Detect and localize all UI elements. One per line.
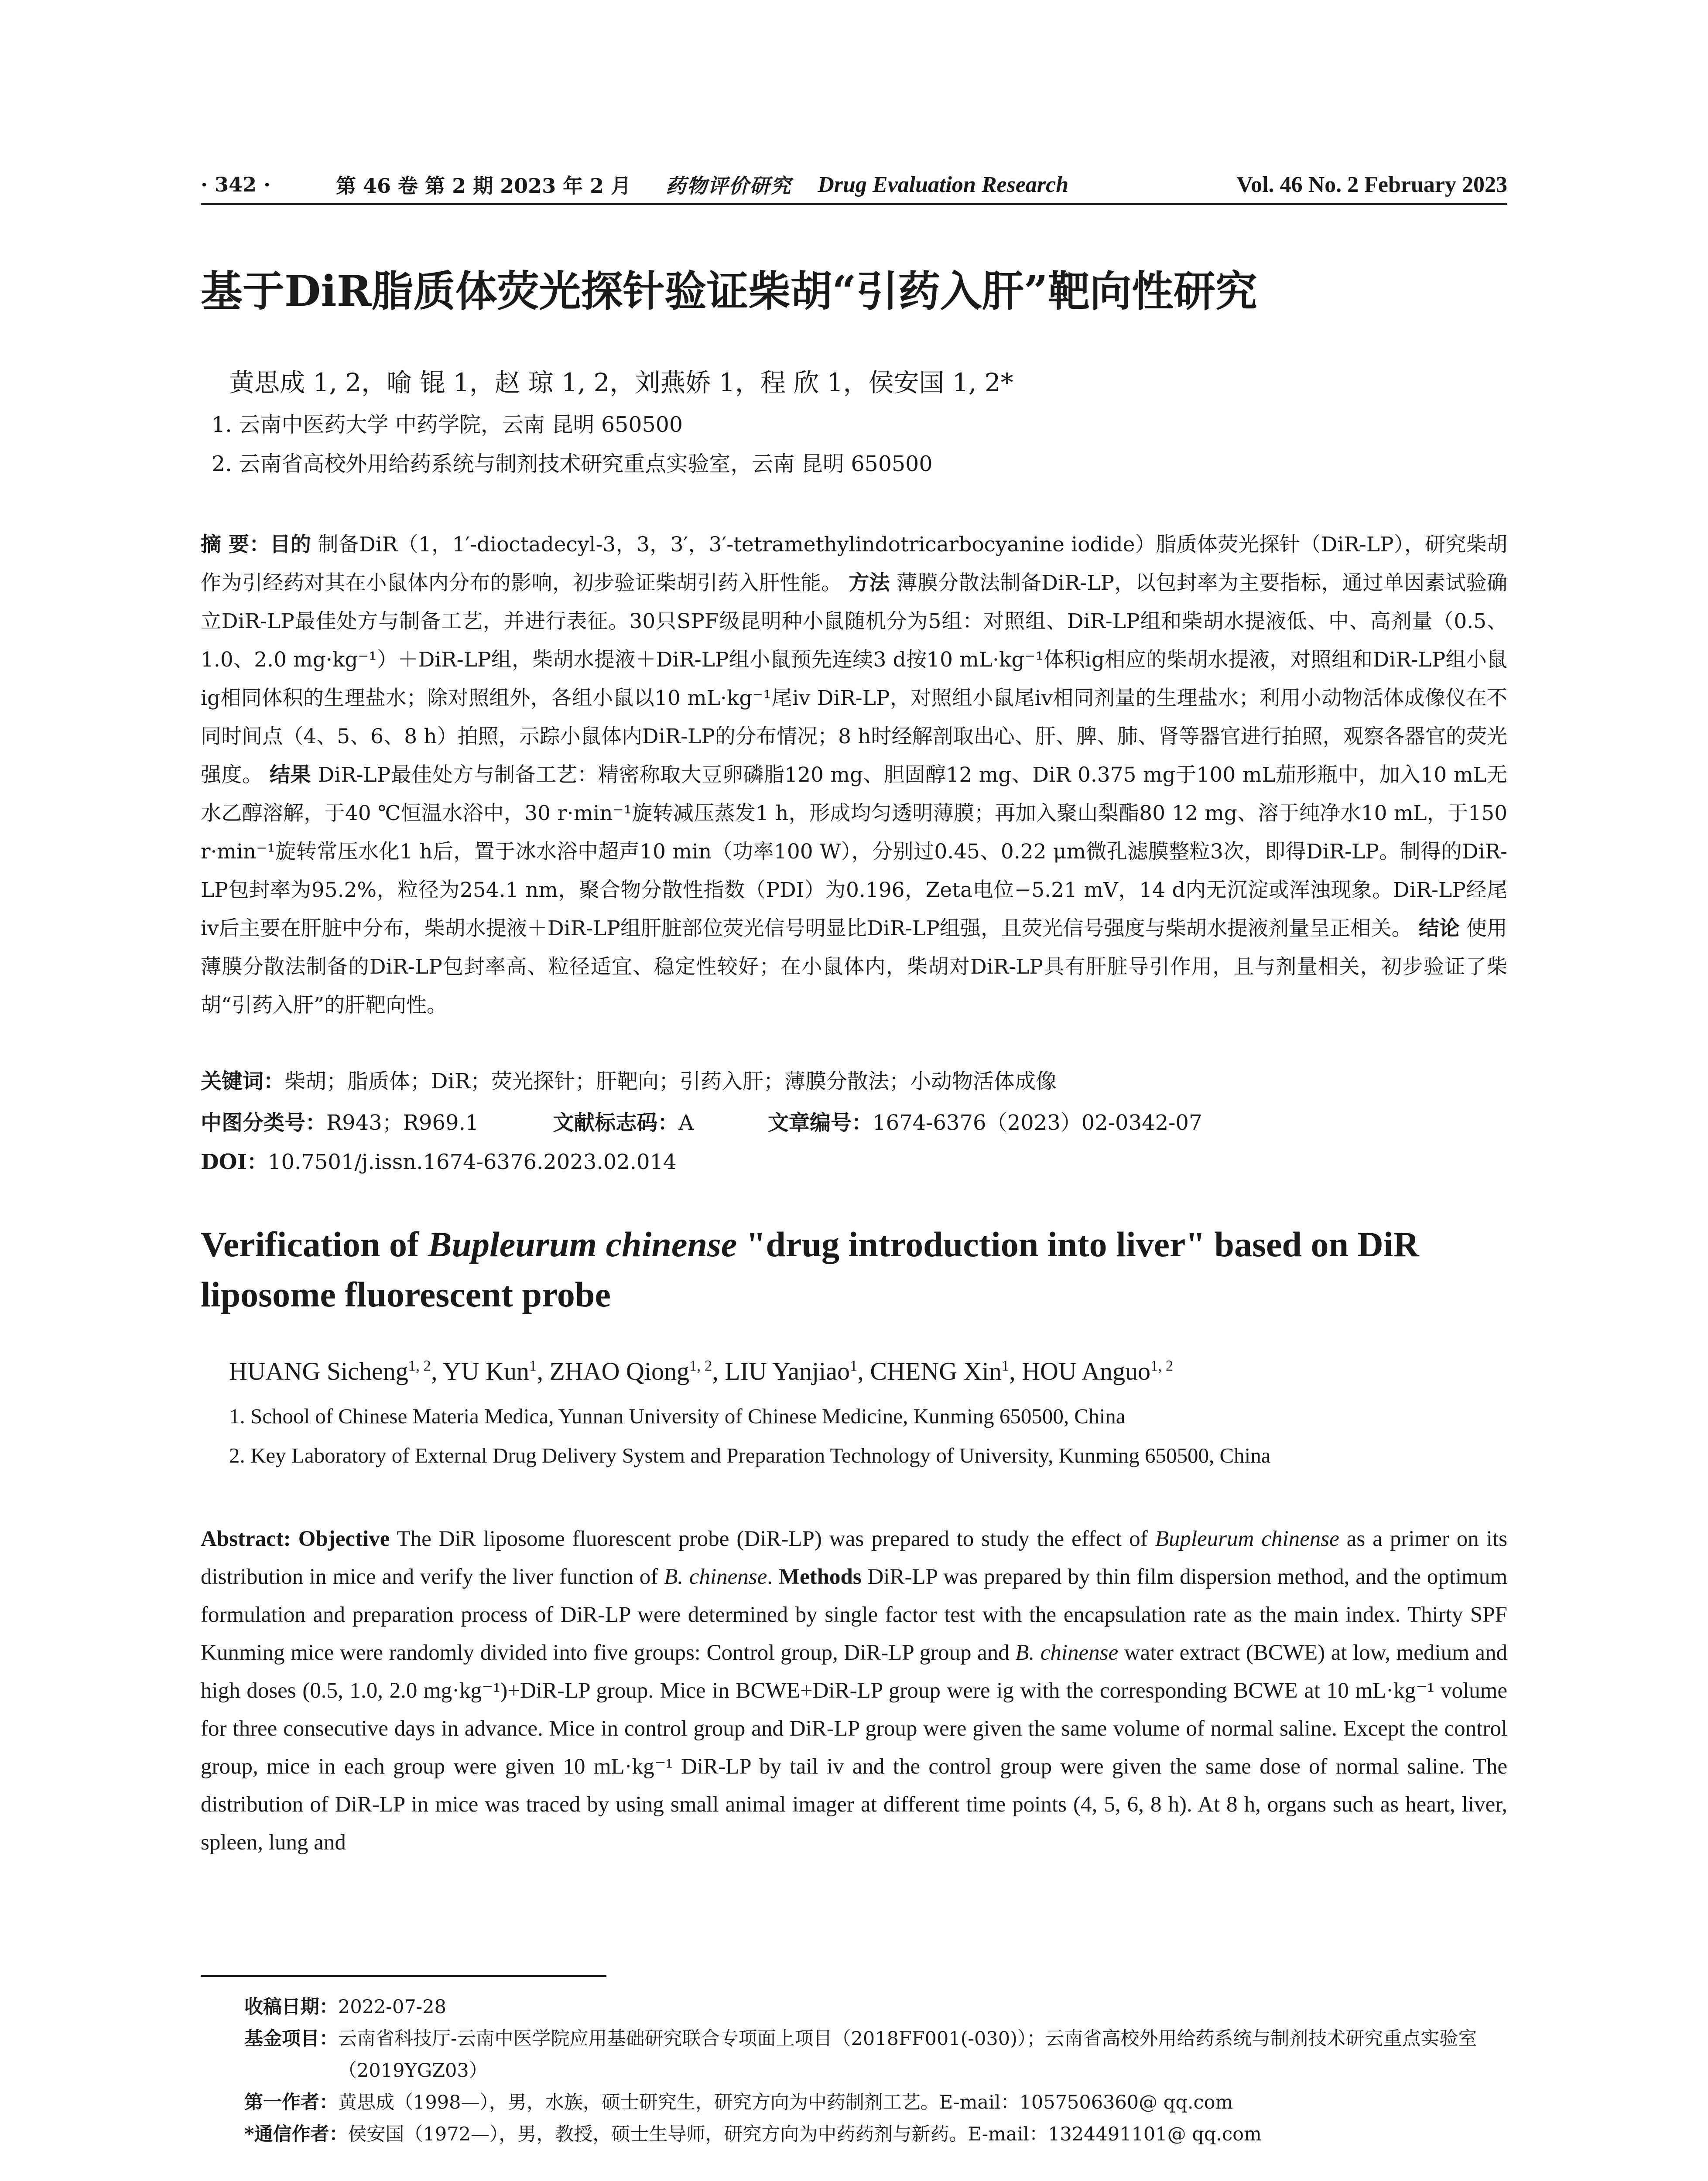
issue-en: Vol. 46 No. 2 February 2023 (1236, 172, 1507, 197)
affiliation-en-1: 1. School of Chinese Materia Medica, Yunnan University of Chinese Medicine, Kunming 650500, China (229, 1404, 1126, 1428)
keywords-value: 柴胡；脂质体；DiR；荧光探针；肝靶向；引药入肝；薄膜分散法；小动物活体成像 (284, 1069, 1057, 1094)
title-en-part1: Verification of (201, 1224, 428, 1264)
doc-code-label: 文献标志码： (553, 1111, 679, 1135)
methods-en: water extract (BCWE) at low, medium and high doses (0.5, 1.0, 2.0 mg·kg⁻¹)+DiR-LP group. Mice in BCWE+DiR-LP group were ig with the corresponding BCWE at 10 mL·kg⁻¹ volume for three consecutive days in advance. Mice in control group and DiR-LP group were given the same volume of normal saline. Except the control group, mice in each group were given 10 mL·kg⁻¹ DiR-LP by tail iv and the control group were given the same dose of normal saline. The distribution of DiR-LP in mice was traced by using small animal imager at different time points (4, 5, 6, 8 h). At 8 h, organs such as heart, liver, spleen, lung and (201, 1641, 1507, 1855)
journal-name-en: Drug Evaluation Research (818, 172, 1069, 197)
article-number-value: 1674-6376（2023）02-0342-07 (873, 1111, 1202, 1135)
methods-en: DiR-LP was prepared by thin film dispersion method, and the optimum formulation and preparation process of DiR-LP were determined by single factor test with the encapsulation rate as the main index. Thirty SPF Kunming mice were randomly divided into five groups: Control group, DiR-LP group and (201, 1565, 1508, 1665)
page-number: · 342 · (201, 173, 271, 196)
conclusion-cn: 使用薄膜分散法制备的DiR-LP包封率高、粒径适宜、稳定性较好；在小鼠体内，柴胡对DiR-LP具有肝脏导引作用，且与剂量相关，初步验证了柴胡“引药入肝”的肝靶向性。 (201, 916, 1508, 1017)
clc-label: 中图分类号： (201, 1111, 327, 1135)
methods-cn: 薄膜分散法制备DiR-LP，以包封率为主要指标，通过单因素试验确立DiR-LP最佳处方与制备工艺，并进行表征。30只SPF级昆明种小鼠随机分为5组：对照组、DiR-LP组和柴胡水提液低、中、高剂量（0.5、1.0、2.0 mg·kg⁻¹）＋DiR-LP组，柴胡水提液＋DiR-LP组小鼠预先连续3 d按10 mL·kg⁻¹体积ig相应的柴胡水提液，对照组和DiR-LP组小鼠ig相同体积的生理盐水；除对照组外，各组小鼠以10 mL·kg⁻¹尾iv DiR-LP，对照组小鼠尾iv相同剂量的生理盐水；利用小动物活体成像仪在不同时间点（4、5、6、8 h）拍照，示踪小鼠体内DiR-LP的分布情况；8 h时经解剖取出心、肝、脾、肺、肾等器官进行拍照，观察各器官的荧光强度。 (201, 571, 1507, 787)
classification-line (201, 1106, 1507, 1136)
title-en (201, 1219, 1507, 1320)
footnote-received: 收稿日期： 2022-07-28 (244, 1996, 446, 2018)
clc-value: R943；R969.1 (326, 1111, 479, 1135)
author-en: LIU Yanjiao$^1$ (725, 1357, 858, 1385)
footnote-funding: 基金项目： 云南省科技厅-云南中医学院应用基础研究联合专项面上项目（2018FF001(-030)）；云南省高校外用给药系统与制剂技术研究重点实验室（2019YGZ03） (244, 2028, 1477, 2082)
footnote-corresponding-author: *通信作者： 侯安国（1972—），男，教授，硕士生导师，研究方向为中药药剂与新药。E-mail：1324491101@ qq.com (244, 2123, 1262, 2145)
title-en-species: Bupleurum chinense (428, 1224, 737, 1264)
running-header (201, 169, 1507, 200)
footnote-first-author: 第一作者： 黄思成（1998—），男，水族，硕士研究生，研究方向为中药制剂工艺。E-mail：1057506360@ qq.com (244, 2092, 1233, 2113)
author-en: HOU Anguo$^{1, 2}$ (1022, 1357, 1174, 1385)
keywords-label: 关键词： (201, 1069, 285, 1094)
methods-label-cn: 方法 (849, 571, 890, 595)
issue-cn: 第 46 卷 第 2 期 2023 年 2 月 (336, 174, 631, 198)
objective-label-en: Objective (298, 1527, 390, 1551)
author-en: HUANG Sicheng$^{1, 2}$ (229, 1357, 431, 1385)
species-name: Bupleurum chinense (1155, 1527, 1339, 1551)
article-number-label: 文章编号： (768, 1111, 873, 1135)
objective-cn: 制备DiR（1，1′-dioctadecyl-3，3，3′，3′-tetramethylindotricarbocyanine iodide）脂质体荧光探针（DiR-LP），研究柴胡作为引经药对其在小鼠体内分布的影响，初步验证柴胡引药入肝性能。 (201, 533, 1507, 595)
doi-line (201, 1145, 1507, 1175)
keywords-line (201, 1064, 1507, 1094)
journal-logo: 药物评价研究 (666, 174, 792, 198)
abstract-cn (201, 526, 1507, 1025)
objective-label-cn: 目的 (270, 533, 311, 557)
authors-en: HUANG Sicheng$^{1, 2}$, YU Kun$^1$, ZHAO Qiong$^{1, 2}$, LIU Yanjiao$^1$, CHENG Xin$^1$, HOU Anguo$^{1, 2}$ (229, 1357, 1174, 1385)
results-cn: DiR-LP最佳处方与制备工艺：精密称取大豆卵磷脂120 mg、胆固醇12 mg、DiR 0.375 mg于100 mL茄形瓶中，加入10 mL无水乙醇溶解，于40 ℃恒温水浴中，30 r·min⁻¹旋转减压蒸发1 h，形成均匀透明薄膜；再加入聚山梨酯80 12 mg、溶于纯净水10 mL，于150 r·min⁻¹旋转常压水化1 h后，置于冰水浴中超声10 min（功率100 W），分别过0.45、0.22 μm微孔滤膜整粒3次，即得DiR-LP。制得的DiR-LP包封率为95.2%，粒径为254.1 nm，聚合物分散性指数（PDI）为0.196，Zeta电位−5.21 mV，14 d内无沉淀或浑浊现象。DiR-LP经尾iv后主要在肝脏中分布，柴胡水提液＋DiR-LP组肝脏部位荧光信号明显比DiR-LP组强，且荧光信号强度与柴胡水提液剂量呈正相关。 (201, 763, 1508, 940)
abstract-en-label: Abstract: (201, 1527, 291, 1551)
footnote-rule (201, 1975, 606, 1977)
doi-label: DOI： (201, 1150, 268, 1174)
author-en: CHENG Xin$^1$ (870, 1357, 1010, 1385)
abstract-en (201, 1520, 1507, 1862)
species-name: B. chinense (1015, 1641, 1119, 1665)
affiliation-cn-1: 1. 云南中医药大学 中药学院，云南 昆明 650500 (212, 412, 683, 437)
objective-en: . (767, 1565, 773, 1589)
doc-code-value: A (678, 1111, 694, 1135)
affiliation-cn-2: 2. 云南省高校外用给药系统与制剂技术研究重点实验室，云南 昆明 650500 (212, 451, 933, 476)
abstract-cn-label: 摘 要： (201, 533, 270, 557)
affiliation-en-2: 2. Key Laboratory of External Drug Delivery System and Preparation Technology of University, Kunming 650500, China (229, 1443, 1271, 1467)
header-rule (201, 203, 1507, 205)
title-cn: 基于DiR脂质体荧光探针验证柴胡“引药入肝”靶向性研究 (201, 267, 1257, 316)
methods-label-en: Methods (778, 1565, 862, 1589)
author-en: YU Kun$^1$ (442, 1357, 537, 1385)
footnotes (244, 1991, 1507, 2150)
author-en: ZHAO Qiong$^{1, 2}$ (549, 1357, 712, 1385)
species-name: B. chinense (664, 1565, 767, 1589)
conclusion-label-cn: 结论 (1418, 916, 1460, 940)
results-label-cn: 结果 (269, 763, 311, 787)
doi-value: 10.7501/j.issn.1674-6376.2023.02.014 (267, 1150, 677, 1174)
title-en-part2: "drug introduction into liver" based on DiR liposome fluorescent probe (201, 1224, 1419, 1314)
objective-en: as a primer on its distribution in mice and verify the liver function of (201, 1527, 1507, 1589)
authors-cn: 黄思成 1, 2，喻 锟 1，赵 琼 1, 2，刘燕娇 1，程 欣 1，侯安国 1, 2* (229, 368, 1013, 397)
objective-en: The DiR liposome fluorescent probe (DiR-LP) was prepared to study the effect of (397, 1527, 1155, 1551)
